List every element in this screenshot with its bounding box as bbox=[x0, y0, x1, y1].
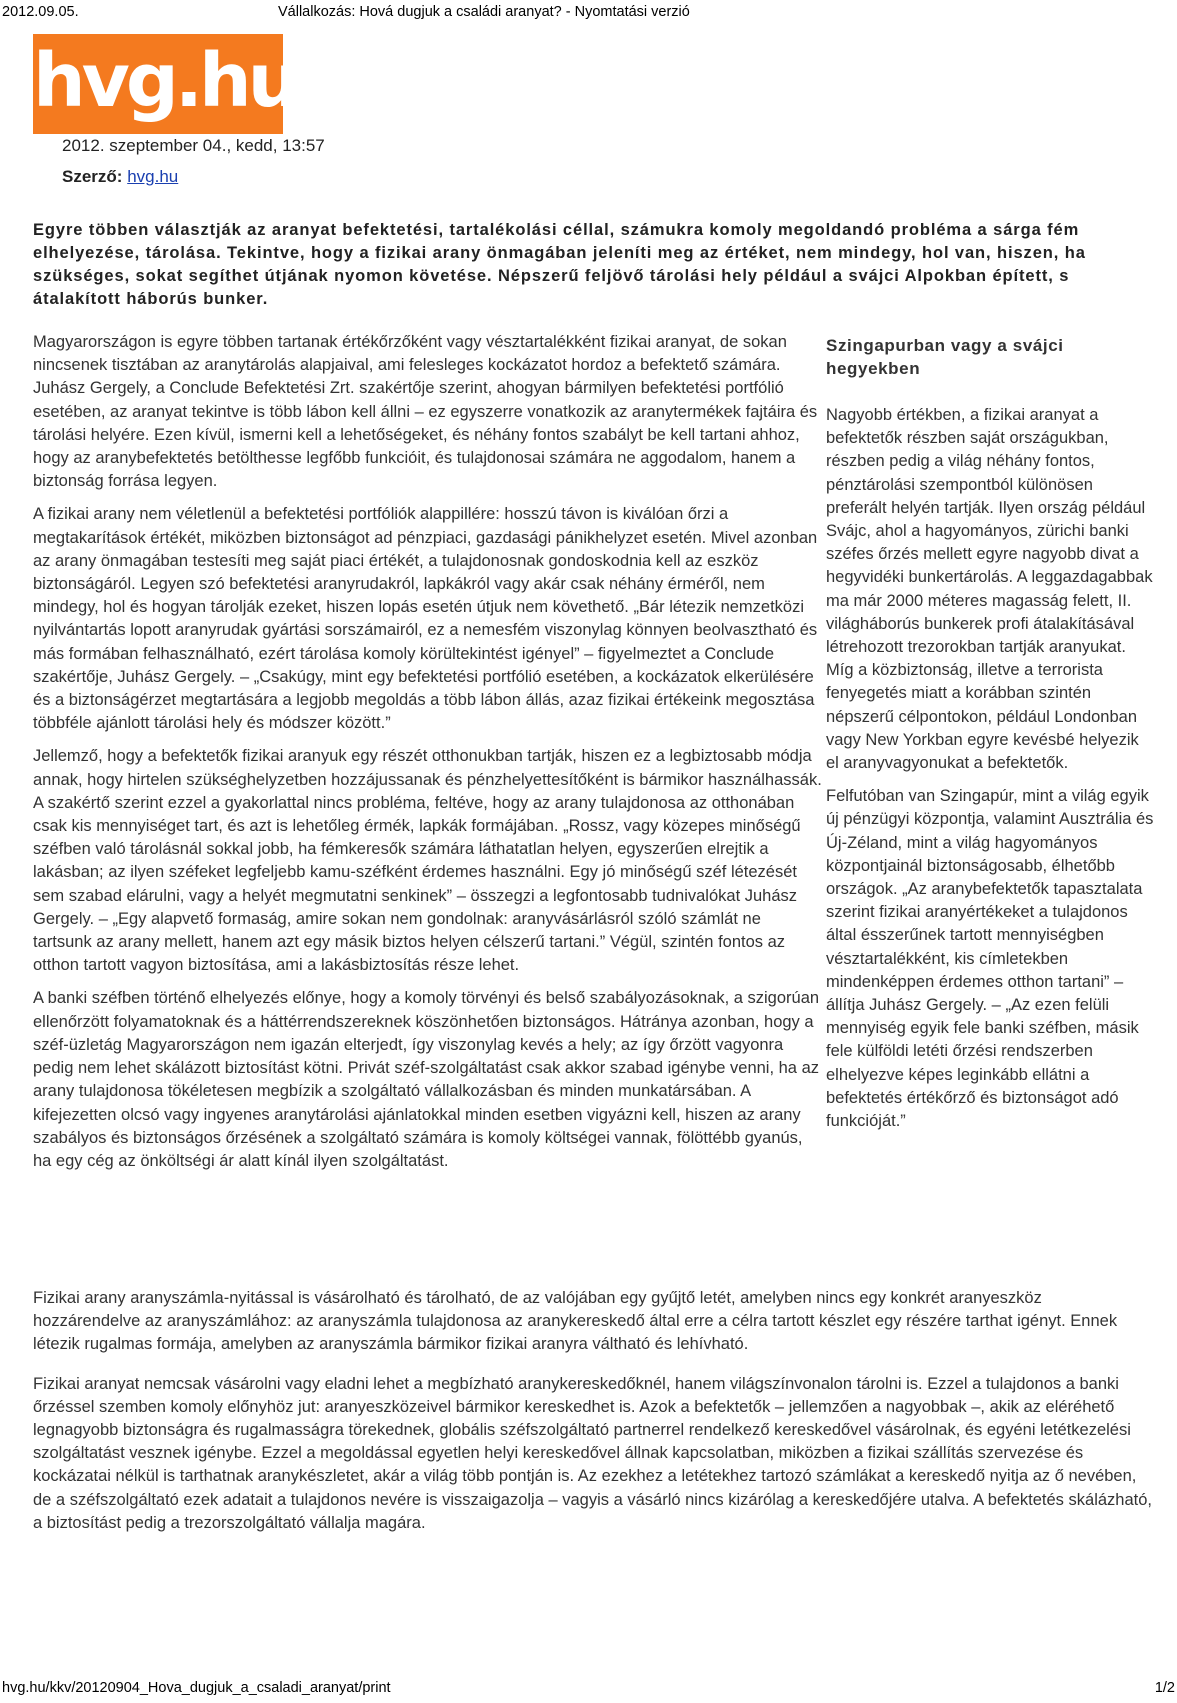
author-label: Szerző: bbox=[62, 167, 123, 186]
sidebar-heading: Szingapurban vagy a svájci hegyekben bbox=[826, 336, 1064, 378]
hvg-logo[interactable] bbox=[33, 34, 297, 134]
sidebar-paragraph: Felfutóban van Szingapúr, mint a világ egyik új pénzügyi központja, valamint Ausztrália és Új-Zéland, mint a világ hagyományos központjainál biztonságosabb, élhetőbb országok. „Az aranybefektetők tapasztalata szerint fizikai aranyértékeket a tulajdonos által ésszerűnek tartott mennyiségben vésztartalékként, kis címletekben mindenképpen érdemes otthon tartani” – állítja Juhász Gergely. – „Az ezen felüli mennyiség egyik fele banki széfben, másik fele külföldi letéti őrzési rendszerben elhelyezve képes leginkább ellátni a befektetés értékőrző és biztonságot adó funkcióját.” bbox=[826, 787, 1154, 1131]
article-body-wide bbox=[33, 1287, 1153, 1551]
author-link[interactable]: hvg.hu bbox=[127, 167, 179, 186]
print-url: hvg.hu/kkv/20120904_Hova_dugjuk_a_csaladi_aranyat/print bbox=[2, 1680, 391, 1696]
print-title: Vállalkozás: Hová dugjuk a családi aranyat? - Nyomtatási verzió bbox=[278, 4, 690, 20]
print-date: 2012.09.05. bbox=[2, 4, 79, 20]
print-header bbox=[0, 4, 1177, 24]
body-paragraph: Jellemző, hogy a befektetők fizikai aranyuk egy részét otthonukban tartják, hiszen ez a legbiztosabb módja annak, hogy hirtelen szükséghelyzetben hozzájussanak és pénzhelyettesítőként is bármikor használhassák. A szakértő szerint ezzel a gyakorlattal nincs probléma, feltéve, hogy az arany tulajdonosa az otthonában csak kis mennyiséget tart, és azt is lehetőleg érmék, lapkák formájában. „Rossz, vagy közepes minőségű széfben való tárolásnál sokkal jobb, ha fémkeresők számára láthatatlan helyen, egyszerűen elrejtik a lakásban; az ilyen széfeket legfeljebb kamu-széfként érdemes használni. Egy jó minőségű széf létezését sem szabad elárulni, vagy a helyét megmutatni senkinek” – összegzi a legfontosabb tudnivalókat Juhász Gergely. – „Egy alapvető formaság, amire sokan nem gondolnak: aranyvásárlásról szóló számlát ne tartsunk az arany mellett, hanem azt egy másik biztos helyen célszerű tartani.” Végül, szintén fontos az otthon tartott vagyon biztosítása, ami a lakásbiztosítás része lehet. bbox=[33, 747, 822, 975]
body-paragraph: A banki széfben történő elhelyezés előnye, hogy a komoly törvényi és belső szabályozásoknak, a szigorúan ellenőrzött folyamatoknak és a háttérrendszereknek köszönhetően biztonságos. Hátránya azonban, hogy a széf-üzletág Magyarországon nem igazán elterjedt, így viszonylag kevés a hely; az így őrzött vagyonra pedig nem lehet skálázott biztosítást kötni. Privát széf-szolgáltatást csak akkor szabad igénybe venni, ha az arany tulajdonosa tökéletesen megbízik a szolgáltató vállalkozásban és minden munkatársában. A kifejezetten olcsó vagy ingyenes aranytárolási ajánlatokkal minden esetben vigyázni kell, hiszen az arany szabályos és biztonságos őrzésének a szolgáltató számára is komoly költségei vannak, fölöttébb gyanús, ha egy cég az önköltségi ár alatt kínál ilyen szolgáltatást. bbox=[33, 989, 820, 1170]
body-paragraph: A fizikai arany nem véletlenül a befektetési portfóliók alappillére: hosszú távon is kiválóan őrzi a megtakarítások értékét, miközben biztonságot ad pénzpiaci, gazdasági pánikhelyzet esetén. Mivel azonban az arany önmagában testesíti meg saját piaci értékét, a tulajdonosnak gondoskodnia kell az eszköz biztonságáról. Legyen szó befektetési aranyrudakról, lapkákról vagy akár csak néhány érméről, nem mindegy, hol és hogyan tárolják ezeket, hiszen lopás esetén útjuk nem követhető. „Bár létezik nemzetközi nyilvántartás lopott aranyrudak gyártási sorszámairól, ez a nemesfém viszonylag könnyen beolvasztható és más formában felhasználható, ezért tárolása komoly körültekintést igényel” – figyelmeztet a Conclude szakértője, Juhász Gergely. – „Csakúgy, mint egy befektetési portfólió esetében, a kockázatok elkerülésére és a biztonságérzet megtartására a legjobb megoldás a több lábon állás, azaz fizikai értékeink megosztása többféle ajánlott tárolási hely és módszer között.” bbox=[33, 505, 818, 733]
article-lead: Egyre többen választják az aranyat befektetési, tartalékolási céllal, számukra komoly megoldandó probléma a sárga fém elhelyezése, tárolása. Tekintve, hogy a fizikai arany önmagában jeleníti meg az értéket, nem mindegy, hol van, hiszen, ha szükséges, sokat segíthet útjának nyomon követése. Népszerű feljövő tárolási hely például a svájci Alpokban épített, s átalakított háborús bunker. bbox=[33, 221, 1086, 308]
body-paragraph: Fizikai aranyat nemcsak vásárolni vagy eladni lehet a megbízható aranykereskedőknél, hanem világszínvonalon tárolni is. Ezzel a tulajdonos a banki őrzéssel szemben komoly előnyhöz jut: aranyeszközeivel bármikor kereskedhet is. Azok a befektetők – jellemzően a nagyobbak –, akik az eléréhető legnagyobb biztonságra és rugalmasságra törekednek, globális széfszolgáltató partnerrel rendelkező kereskedővel vásárolnak, és egyéni letétkezelési szolgáltatást vesznek igénybe. Ezzel a megoldással egyetlen helyi kereskedővel állnak kapcsolatban, miközben a fizikai szállítás szervezése és kockázatai nélkül is tarthatnak aranykészletet, akár a világ több pontján is. Az ezekhez a letétekhez tartozó számlákat a kereskedő nyitja az ő nevében, de a széfszolgáltató ezek adatait a tulajdonos nevére is visszaigazolja – vagyis a vásárló nincs kizárólag a kereskedőjére utalva. A befektetés skálázható, a biztosítást pedig a trezorszolgáltató vállalja magára. bbox=[33, 1374, 1152, 1532]
logo-text: hvg.hu bbox=[33, 38, 297, 124]
article-author bbox=[62, 167, 178, 187]
body-paragraph: Magyarországon is egyre többen tartanak értékőrzőként vagy vésztartalékként fizikai aranyat, de sokan nincsenek tisztában az aranytárolás alapjaival, ami felesleges kockázatot hordoz a befektető számára. Juhász Gergely, a Conclude Befektetési Zrt. szakértője szerint, ahogyan bármilyen befektetési portfólió esetében, az aranyat tekintve is több lábon kell állni – ez egyszerre vonatkozik az aranytermékek fajtáira és tárolási helyére. Ezen kívül, ismerni kell a lehetőségeket, és néhány fontos szabályt be kell tartani ahhoz, hogy az aranybefektetés betölthesse legfőbb funkcióit, és tulajdonosai számára ne aggodalom, hanem a biztonság forrása legyen. bbox=[33, 333, 818, 491]
sidebar-box bbox=[826, 334, 1156, 1143]
sidebar-paragraph: Nagyobb értékben, a fizikai aranyat a befektetők részben saját országukban, részben pedig a világ néhány fontos, pénztárolási szempontból különösen preferált helyén tartják. Ilyen ország például Svájc, ahol a hagyományos, zürichi banki széfes őrzés mellett egyre nagyobb divat a hegyvidéki bunkertárolás. A leggazdagabbak ma már 2000 méteres magasság felett, II. világháborús bunkerek profi átalakításával létrehozott trezorokban tartják aranyukat. Míg a közbiztonság, illetve a terrorista fenyegetés miatt a korábban szintén népszerű célpontokon, például Londonban vagy New Yorkban egyre kevésbé helyezik el aranyvagyonukat a befektetők. bbox=[826, 406, 1153, 773]
article-datetime: 2012. szeptember 04., kedd, 13:57 bbox=[62, 136, 325, 155]
article-body bbox=[33, 331, 823, 1183]
print-footer bbox=[0, 1680, 1177, 1700]
page-number: 1/2 bbox=[1154, 1680, 1175, 1696]
body-paragraph: Fizikai arany aranyszámla-nyitással is vásárolható és tárolható, de az valójában egy gyűjtő letét, amelyben nincs egy konkrét aranyeszköz hozzárendelve az aranyszámlához: az aranyszámla tulajdonosa az aranykereskedő által erre a célra tartott készlet egy részére tarthat igényt. Ennek létezik rugalmas formája, amelyben az aranyszámla bármikor fizikai aranyra váltható és lehívható. bbox=[33, 1289, 1118, 1354]
